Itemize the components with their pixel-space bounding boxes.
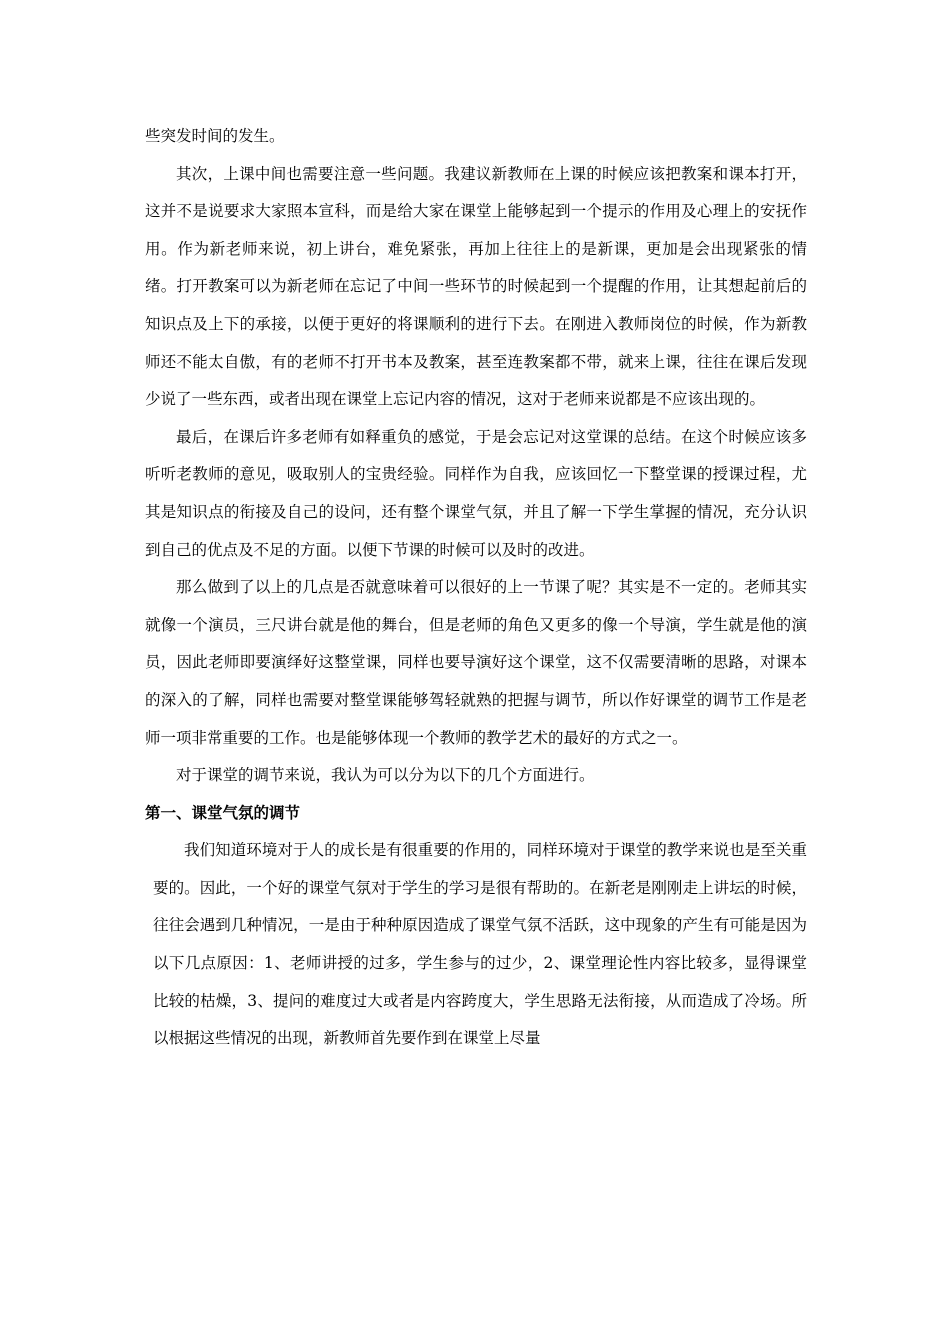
section-body-atmosphere (145, 832, 807, 1058)
paragraph-teacher-role: 那么做到了以上的几点是否就意味着可以很好的上一节课了呢？其实是不一定的。老师其实就像一个演员，三尺讲台就是他的舞台，但是老师的角色又更多的像一个导演，学生就是他的演员，因此老师即要演绎好这整堂课，同样也要导演好这个课堂，这不仅需要清晰的思路，对课本的深入的了解，同样也需要对整堂课能够驾轻就熟的把握与调节，所以作好课堂的调节工作是老师一项非常重要的工作。也是能够体现一个教师的教学艺术的最好的方式之一。 (145, 578, 807, 747)
paragraph-atmosphere: 我们知道环境对于人的成长是有很重要的作用的，同样环境对于课堂的教学来说也是至关重要的。因此，一个好的课堂气氛对于学生的学习是很有帮助的。在新老是刚刚走上讲坛的时候，往往会遇到几种情况，一是由于种种原因造成了课堂气氛不活跃，这中现象的产生有可能是因为以下几点原因：1、老师讲授的过多，学生参与的过少，2、课堂理论性内容比较多，显得课堂比较的枯燥，3、提问的难度过大或者是内容跨度大，学生思路无法衔接，从而造成了冷场。所以根据这些情况的出现，新教师首先要作到在课堂上尽量 (153, 841, 807, 1048)
paragraph-continuation: 些突发时间的发生。 (145, 127, 285, 145)
paragraph-during-class: 其次，上课中间也需要注意一些问题。我建议新教师在上课的时候应该把教案和课本打开，这并不是说要求大家照本宣科，而是给大家在课堂上能够起到一个提示的作用及心理上的安抚作用。作为新老师来说，初上讲台，难免紧张，再加上往往上的是新课，更加是会出现紧张的情绪。打开教案可以为新老师在忘记了中间一些环节的时候起到一个提醒的作用，让其想起前后的知识点及上下的承接，以便于更好的将课顺利的进行下去。在刚进入教师岗位的时候，作为新教师还不能太自傲，有的老师不打开书本及教案，甚至连教案都不带，就来上课，往往在课后发现少说了一些东西，或者出现在课堂上忘记内容的情况，这对于老师来说都是不应该出现的。 (145, 164, 807, 409)
paragraph-adjustment-intro: 对于课堂的调节来说，我认为可以分为以下的几个方面进行。 (176, 766, 595, 785)
section-heading-atmosphere: 第一、课堂气氛的调节 (145, 803, 301, 822)
paragraph-after-class: 最后，在课后许多老师有如释重负的感觉，于是会忘记对这堂课的总结。在这个时候应该多听听老教师的意见，吸取别人的宝贵经验。同样作为自我，应该回忆一下整堂课的授课过程，尤其是知识点的衔接及自己的设问，还有整个课堂气氛，并且了解一下学生掌握的情况，充分认识到自己的优点及不足的方面。以便下节课的时候可以及时的改进。 (145, 427, 807, 559)
document-body (145, 118, 807, 1058)
